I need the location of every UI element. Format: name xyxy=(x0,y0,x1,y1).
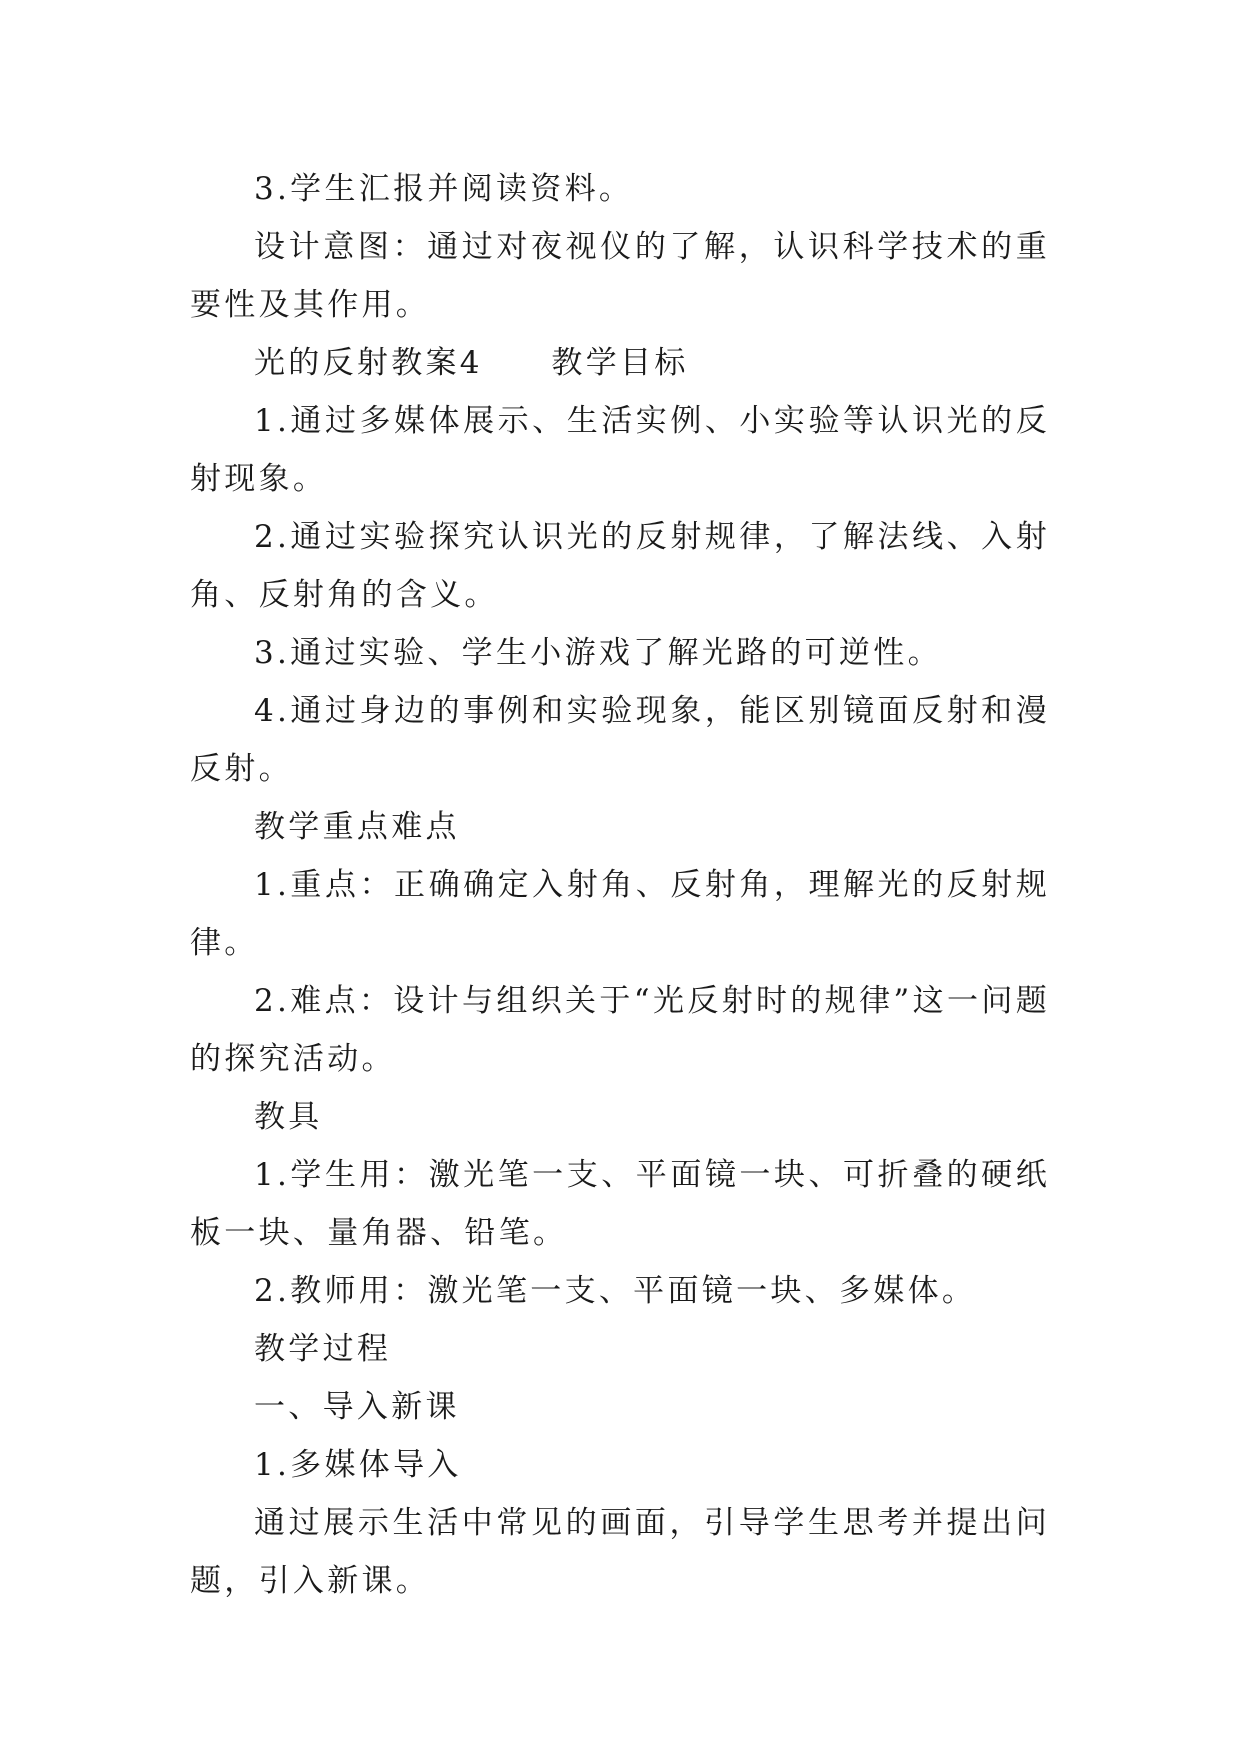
paragraph-process-heading: 教学过程 xyxy=(254,1331,392,1367)
paragraph-aids-teacher: 2.教师用：激光笔一支、平面镜一块、多媒体。 xyxy=(254,1273,977,1309)
paragraph-intro-new-lesson: 一、导入新课 xyxy=(254,1389,460,1425)
paragraph-objective-4: 4.通过身边的事例和实验现象，能区别镜面反射和漫反射。 xyxy=(190,693,1050,787)
paragraph-objective-1: 1.通过多媒体展示、生活实例、小实验等认识光的反射现象。 xyxy=(190,403,1050,497)
paragraph-design-intent: 设计意图：通过对夜视仪的了解，认识科学技术的重要性及其作用。 xyxy=(190,229,1050,323)
paragraph-objective-2: 2.通过实验探究认识光的反射规律，了解法线、入射角、反射角的含义。 xyxy=(190,519,1050,613)
paragraph-key-point-1: 1.重点：正确确定入射角、反射角，理解光的反射规律。 xyxy=(190,867,1050,961)
paragraph-objective-3: 3.通过实验、学生小游戏了解光路的可逆性。 xyxy=(254,635,942,671)
paragraph-aids-student: 1.学生用：激光笔一支、平面镜一块、可折叠的硬纸板一块、量角器、铅笔。 xyxy=(190,1157,1050,1251)
paragraph-student-report: 3.学生汇报并阅读资料。 xyxy=(254,171,634,207)
paragraph-multimedia-intro: 1.多媒体导入 xyxy=(254,1447,462,1483)
paragraph-intro-description: 通过展示生活中常见的画面，引导学生思考并提出问题，引入新课。 xyxy=(190,1505,1050,1599)
paragraph-teaching-aids-heading: 教具 xyxy=(254,1099,323,1135)
paragraph-key-point-2: 2.难点：设计与组织关于“光反射时的规律”这一问题的探究活动。 xyxy=(190,983,1050,1077)
paragraph-key-points-heading: 教学重点难点 xyxy=(254,809,460,845)
paragraph-section-heading: 光的反射教案4 教学目标 xyxy=(254,345,689,381)
document-body xyxy=(190,160,1050,1610)
